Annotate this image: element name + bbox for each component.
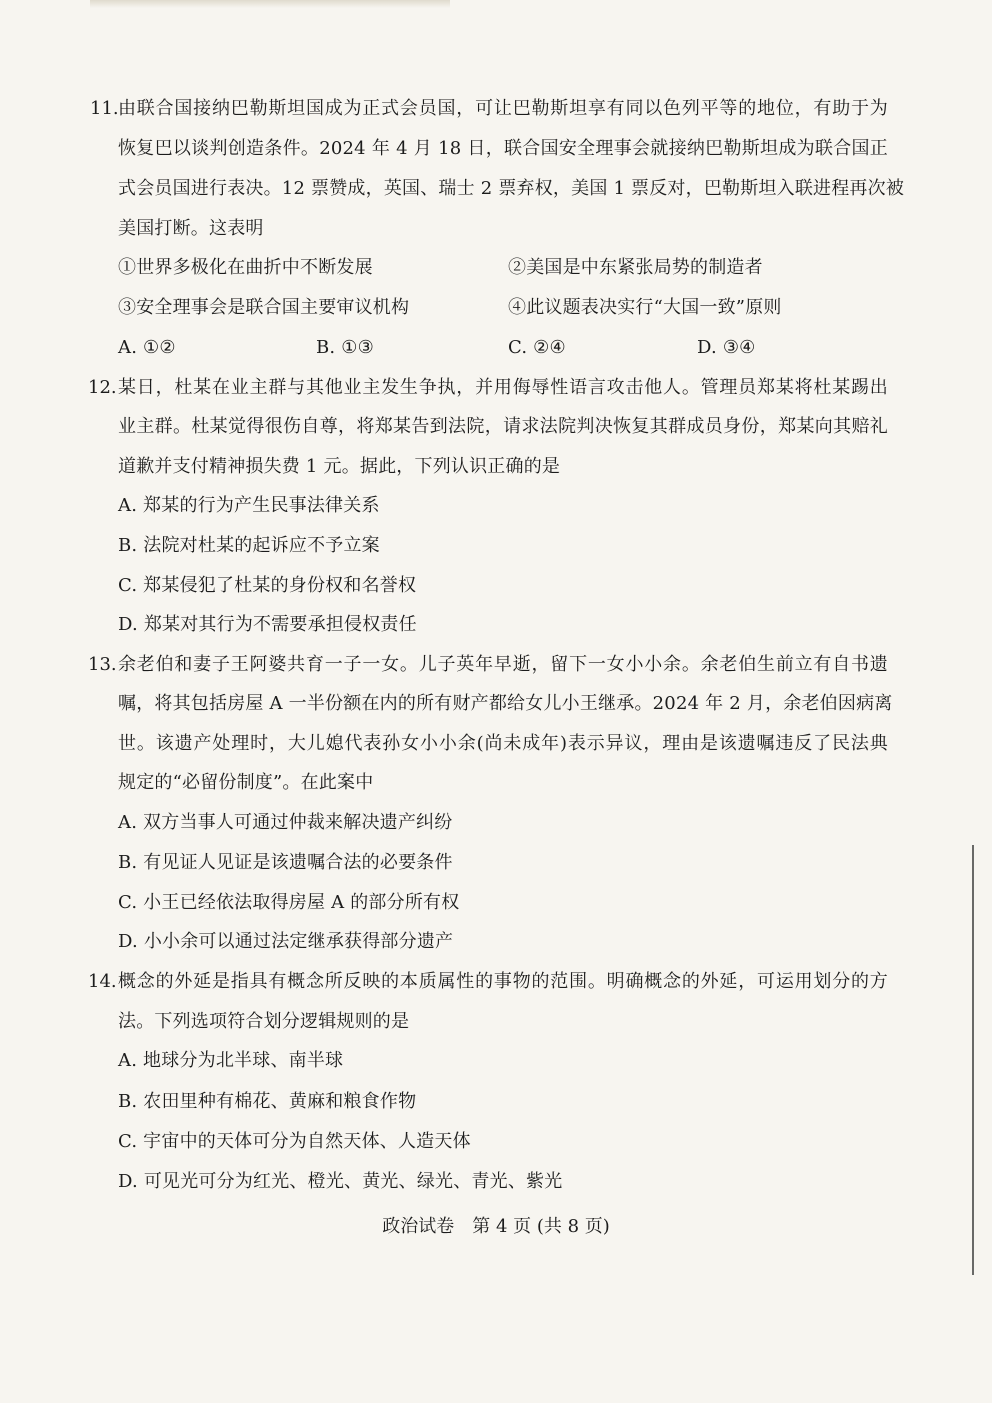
- option-d: D. 可见光可分为红光、橙光、黄光、绿光、青光、紫光: [118, 1171, 563, 1192]
- option-b: B. 法院对杜某的起诉应不予立案: [118, 535, 380, 556]
- question-number: 11.: [90, 98, 119, 119]
- option-d: D. 郑某对其行为不需要承担侵权责任: [118, 614, 417, 635]
- question-number: 14.: [88, 971, 117, 992]
- statement-3: ③安全理事会是联合国主要审议机构: [118, 297, 410, 318]
- question-text-line: 某日，杜某在业主群与其他业主发生争执，并用侮辱性语言攻击他人。管理员郑某将杜某踢出: [118, 377, 888, 398]
- question-text-line: 规定的“必留份制度”。在此案中: [118, 772, 374, 793]
- question-number: 12.: [88, 377, 117, 398]
- question-text-line: 法。下列选项符合划分逻辑规则的是: [118, 1011, 410, 1032]
- option-a: A. ①②: [118, 337, 176, 358]
- option-a: A. 地球分为北半球、南半球: [118, 1050, 344, 1071]
- option-c: C. 郑某侵犯了杜某的身份权和名誉权: [118, 575, 417, 596]
- option-a: A. 双方当事人可通过仲裁来解决遗产纠纷: [118, 812, 453, 833]
- question-text-line: 式会员国进行表决。12 票赞成，英国、瑞士 2 票弃权，美国 1 票反对，巴勒斯坦入联进程再次被: [118, 178, 905, 199]
- scan-artifact-top: [90, 0, 450, 8]
- option-b: B. 农田里种有棉花、黄麻和粮食作物: [118, 1091, 417, 1112]
- option-c: C. ②④: [508, 337, 566, 358]
- question-text-line: 世。该遗产处理时，大儿媳代表孙女小小余(尚未成年)表示异议，理由是该遗嘱违反了民法典: [118, 733, 888, 754]
- page-footer: 政治试卷 第 4 页 (共 8 页): [382, 1216, 610, 1237]
- question-text-line: 余老伯和妻子王阿婆共育一子一女。儿子英年早逝，留下一女小小余。余老伯生前立有自书遗: [118, 654, 888, 675]
- option-b: B. 有见证人见证是该遗嘱合法的必要条件: [118, 852, 453, 873]
- option-d: D. 小小余可以通过法定继承获得部分遗产: [118, 931, 454, 952]
- statement-1: ①世界多极化在曲折中不断发展: [118, 257, 373, 278]
- question-text-line: 嘱，将其包括房屋 A 一半份额在内的所有财产都给女儿小王继承。2024 年 2 月，余老伯因病离: [118, 693, 893, 714]
- scan-artifact-edge: [972, 845, 974, 1275]
- option-c: C. 宇宙中的天体可分为自然天体、人造天体: [118, 1131, 471, 1152]
- option-d: D. ③④: [697, 337, 756, 358]
- option-b: B. ①③: [316, 337, 374, 358]
- question-text-line: 业主群。杜某觉得很伤自尊，将郑某告到法院，请求法院判决恢复其群成员身份，郑某向其赔礼: [118, 416, 888, 437]
- question-text-line: 道歉并支付精神损失费 1 元。据此，下列认识正确的是: [118, 456, 561, 477]
- question-text-line: 恢复巴以谈判创造条件。2024 年 4 月 18 日，联合国安全理事会就接纳巴勒斯坦成为联合国正: [118, 138, 888, 159]
- statement-4: ④此议题表决实行“大国一致”原则: [508, 297, 782, 318]
- option-a: A. 郑某的行为产生民事法律关系: [118, 495, 380, 516]
- question-text-line: 由联合国接纳巴勒斯坦国成为正式会员国，可让巴勒斯坦享有同以色列平等的地位，有助于为: [118, 98, 888, 119]
- statement-2: ②美国是中东紧张局势的制造者: [508, 257, 763, 278]
- question-text-line: 概念的外延是指具有概念所反映的本质属性的事物的范围。明确概念的外延，可运用划分的方: [118, 971, 888, 992]
- question-text-line: 美国打断。这表明: [118, 218, 264, 239]
- option-c: C. 小王已经依法取得房屋 A 的部分所有权: [118, 892, 460, 913]
- question-number: 13.: [88, 654, 117, 675]
